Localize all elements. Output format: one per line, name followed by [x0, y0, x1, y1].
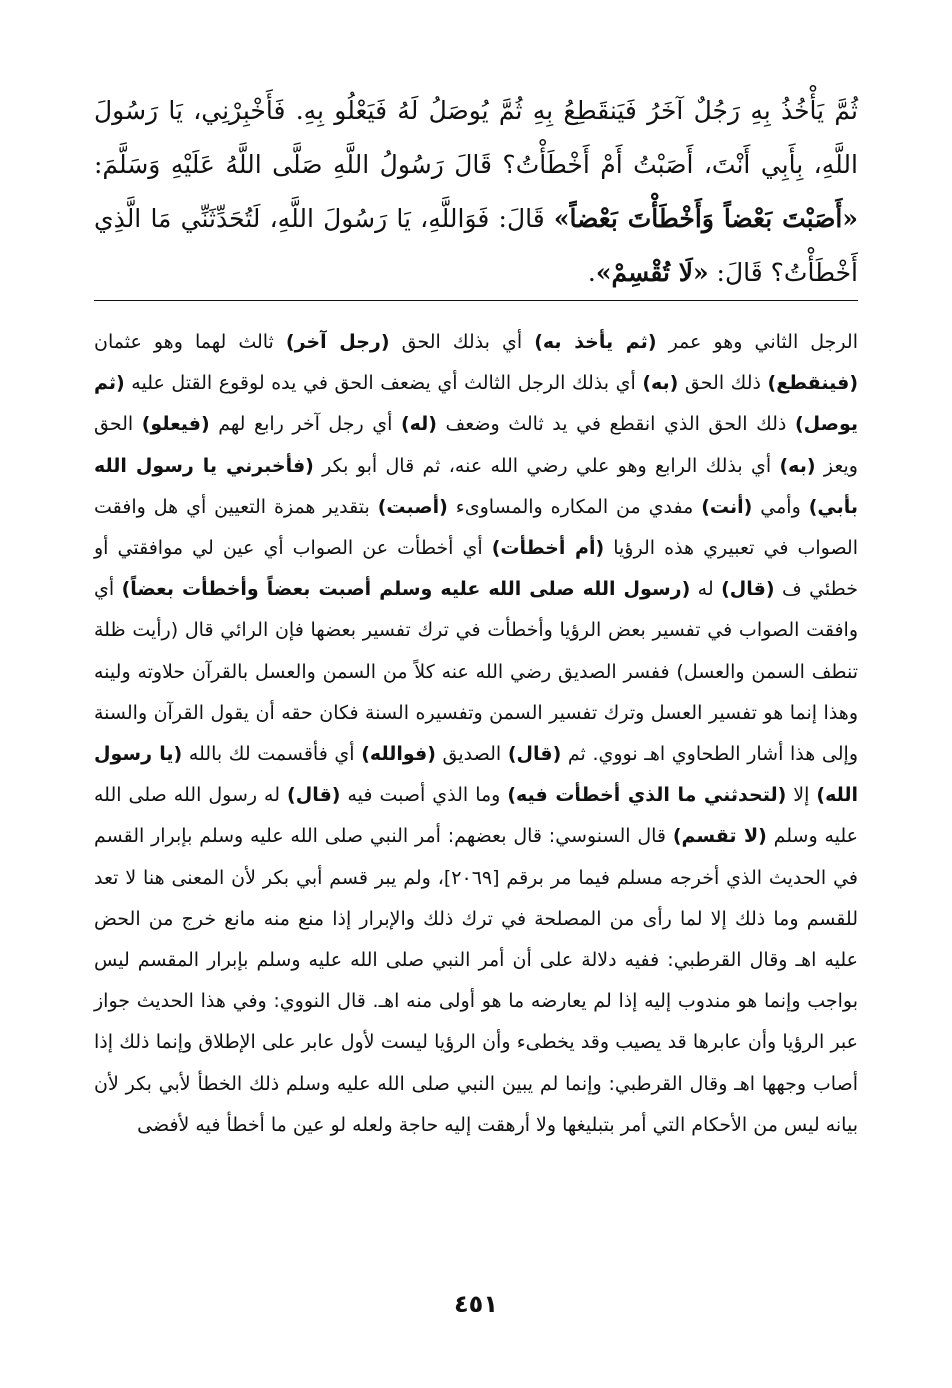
- hadith-paragraph: [94, 84, 858, 300]
- commentary-term-bold: (رسول الله صلى الله عليه وسلم أصبت بعضاً وأخطأت بعضاً): [121, 578, 691, 601]
- commentary-text: له رسول الله صلى الله عليه وسلم: [94, 784, 858, 848]
- commentary-text: ثالث لهما وهو عثمان: [94, 331, 286, 353]
- commentary-text: أي بذلك الحق: [389, 331, 535, 353]
- commentary-term-bold: (به): [642, 372, 679, 395]
- commentary-text: إلا: [786, 784, 817, 807]
- commentary-term-bold: (فوالله): [361, 743, 436, 766]
- commentary-term-bold: (فيعلو): [141, 413, 210, 436]
- commentary-text: الرجل الثاني وهو عمر: [656, 331, 858, 353]
- commentary-term-bold: (قال): [721, 578, 775, 601]
- commentary-term-bold: (رجل آخر): [285, 331, 390, 353]
- commentary-term-bold: (قال): [287, 784, 341, 807]
- commentary-term-bold: (به): [779, 454, 816, 477]
- commentary-text: قال السنوسي: قال بعضهم: أمر النبي صلى الله عليه وسلم بإبرار القسم في الحديث الذي أخرجه مسلم فيما مر برقم [٢٠٦٩]، ولم يبر قسم أبي بكر لأن المعنى هنا لا تعد للقسم وما ذلك إلا لما رأى من المصلحة في ترك ذلك والإبرار إذا منع منه مانع خرج من الحض عليه اهـ وقال القرطبي: ففيه دلالة على أن أمر النبي صلى الله عليه وسلم بإبرار المقسم ليس بواجب وإنما هو مندوب إليه إذا لم يعارضه ما هو أولى منه اهـ. قال النووي: وفي هذا الحديث جواز عبر الرؤيا وأن عابرها قد يصيب وقد يخطىء وأن الرؤيا ليست لأول عابر على الإطلاق وإنما ذلك إذا أصاب وجهها اهـ وقال القرطبي: وإنما لم يبين النبي صلى الله عليه وسلم ذلك الخطأ لأبي بكر لأن بيانه ليس من الأحكام التي أمر بتبليغها ولا أرهقت إليه حاجة ولعله لو عين ما أخطأ فيه لأفضى: [94, 825, 858, 1136]
- hadith-text: ثُمَّ يَأْخُذُ بِهِ رَجُلٌ آخَرُ فَيَنقَطِعُ بِهِ ثُمَّ يُوصَلُ لَهُ فَيَعْلُو بِهِ. فَأَخْبِرْنِي، يَا رَسُولَ اللَّهِ، بِأَبِي أَنْتَ، أَصَبْتُ أَمْ أَخْطَأْتُ؟ قَالَ رَسُولُ اللَّهِ صَلَّى اللَّهُ عَلَيْهِ وَسَلَّمَ:: [94, 96, 858, 179]
- footnote-divider: [94, 300, 858, 301]
- hadith-quote-bold: «لَا تُقْسِمْ»: [595, 258, 709, 287]
- commentary-term-bold: (أصبت): [377, 495, 448, 518]
- commentary-text: وما الذي أصبت فيه: [340, 784, 508, 807]
- commentary-text: مفدي من المكاره والمساوىء: [447, 495, 702, 518]
- hadith-text-block: [94, 84, 858, 300]
- commentary-term-bold: (لا تقسم): [672, 825, 767, 848]
- commentary-term-bold: (لتحدثني ما الذي أخطأت فيه): [507, 784, 787, 807]
- commentary-text: أي رجل آخر رابع لهم: [209, 413, 401, 436]
- commentary-term-bold: (قال): [507, 743, 562, 766]
- hadith-quote-bold: «أَصَبْتَ بَعْضاً وَأَخْطَأْتَ بَعْضاً»: [553, 204, 858, 233]
- commentary-term-bold: (فأخبرني يا رسول الله بأبي): [94, 454, 858, 518]
- commentary-text: أي أخطأت عن الصواب أي عين لي موافقتي أو خطئي ف: [94, 537, 858, 601]
- commentary-term-bold: (فينقطع): [767, 372, 858, 395]
- commentary-text: أي وافقت الصواب في تفسير بعض الرؤيا وأخطأت في ترك تفسير بعضها فإن الرائي قال (رأيت ظلة تنطف السمن والعسل) ففسر الصديق رضي الله عنه كلاً من السمن والعسل بالقرآن حلاوته ولينه وهذا إنما هو تفسير العسل وترك تفسير السمن وتفسيره السنة فكان حقه أن يقول القرآن والسنة وإلى هذا أشار الطحاوي اهـ نووي. ثم: [94, 578, 858, 766]
- commentary-term-bold: (له): [400, 413, 437, 436]
- hadith-text: قَالَ: فَوَاللَّهِ، يَا رَسُولَ اللَّهِ، لَتُحَدِّثَنِّي مَا الَّذِي أَخْطَأْتُ؟ قَالَ:: [94, 204, 858, 287]
- commentary-text: ذلك الحق الذي انقطع في يد ثالث وضعف: [436, 413, 795, 436]
- commentary-term-bold: (يا رسول الله): [94, 743, 859, 807]
- commentary-text: الصديق: [435, 743, 508, 766]
- commentary-text: الحق ويعز: [94, 413, 858, 477]
- commentary-term-bold: (ثم يوصل): [94, 372, 858, 436]
- commentary-paragraph: [94, 322, 858, 1146]
- commentary-text: وأمي: [752, 495, 809, 518]
- commentary-text: ذلك الحق: [678, 372, 768, 395]
- commentary-term-bold: (أنت): [701, 495, 753, 518]
- commentary-text: بتقدير همزة التعيين أي هل وافقت الصواب في تعبيري هذه الرؤيا: [94, 495, 859, 560]
- commentary-term-bold: (ثم يأخذ به): [534, 331, 657, 353]
- commentary-text: أي فأقسمت لك بالله: [182, 743, 362, 766]
- hadith-text: .: [587, 258, 596, 287]
- page-number: ٤٥١: [454, 1290, 498, 1318]
- commentary-text: أي بذلك الرابع وهو علي رضي الله عنه، ثم قال أبو بكر: [313, 454, 780, 477]
- commentary-text: أي بذلك الرجل الثالث أي يضعف الحق في يده لوقوع القتل عليه: [124, 372, 643, 395]
- commentary-block: [94, 322, 858, 1146]
- commentary-text: له: [690, 578, 722, 601]
- commentary-term-bold: (أم أخطأت): [491, 537, 605, 560]
